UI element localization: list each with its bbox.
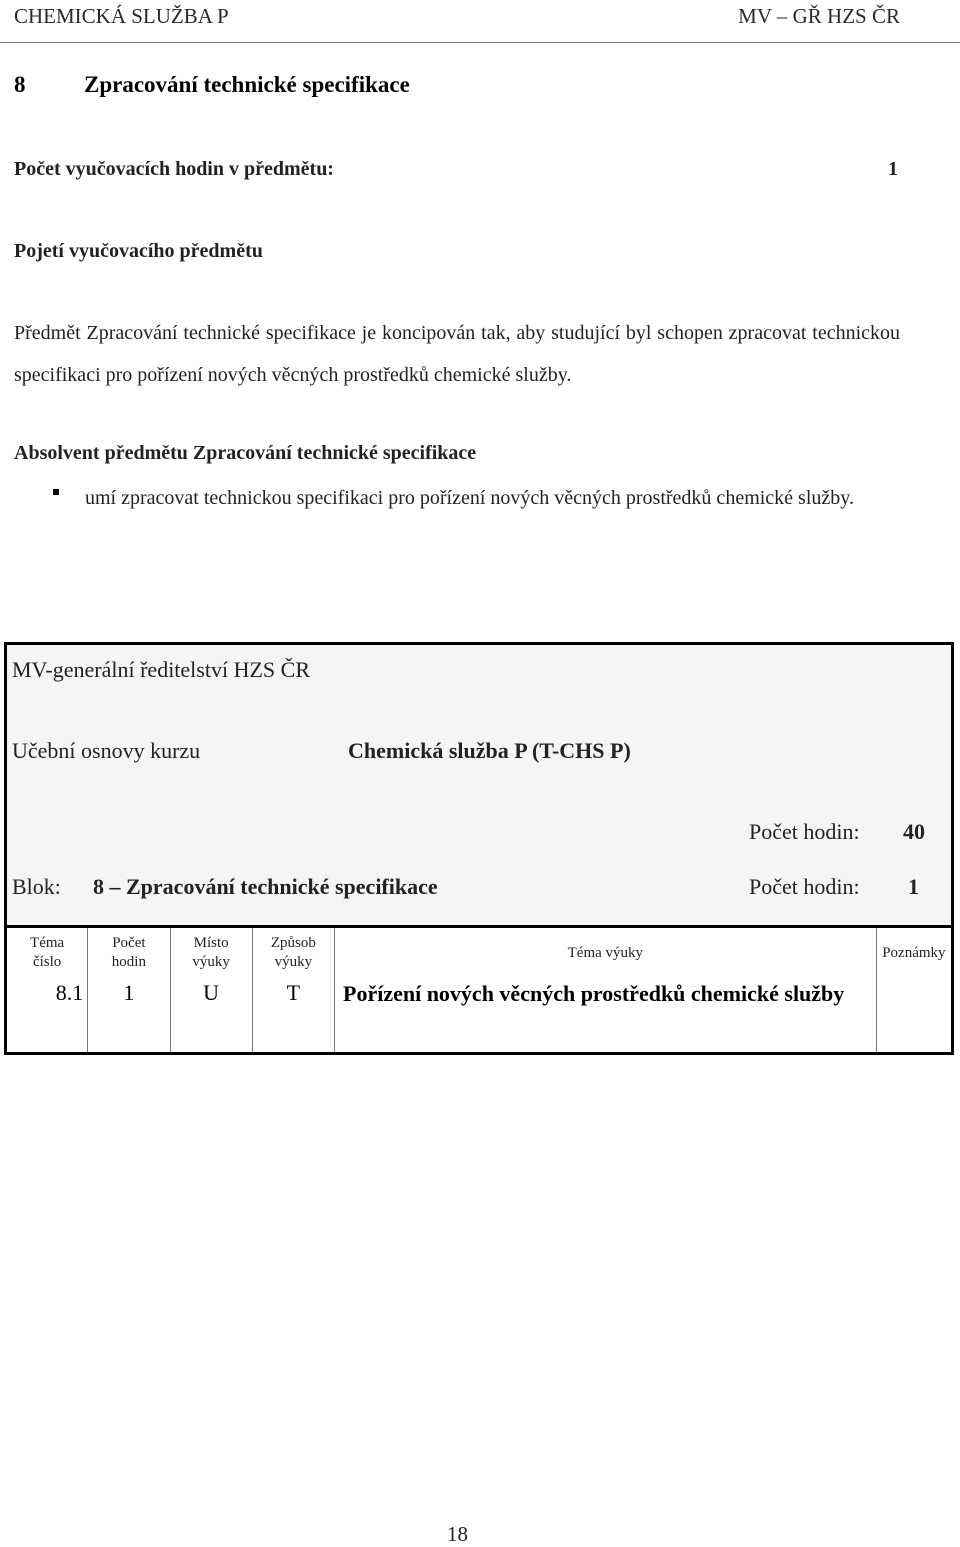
chapter-number: 8 [14, 72, 26, 97]
syllabus-header-row [6, 927, 953, 979]
col-header-notes: Poznámky [876, 927, 952, 979]
col-header-topic: Téma výuky [335, 927, 877, 979]
course-org: MV-generální ředitelství HZS ČR [12, 657, 310, 682]
col-header-method: Způsob výuky [252, 927, 334, 979]
bullet-marker [53, 489, 59, 495]
place-cell: U [170, 978, 252, 1054]
header-rule [0, 42, 960, 43]
block-label: Blok: [12, 874, 61, 899]
course-name: Chemická služba P (T-CHS P) [348, 738, 631, 763]
total-hours-label: Počet hodin: [749, 819, 860, 844]
total-hours-value: 40 [903, 819, 925, 844]
page-number: 18 [447, 1522, 468, 1546]
block-hours-value: 1 [908, 874, 919, 899]
topic-cell: Pořízení nových věcných prostředků chemické služby [335, 978, 877, 1054]
graduate-heading: Absolvent předmětu Zpracování technické specifikace [14, 442, 477, 464]
concept-heading: Pojetí vyučovacího předmětu [14, 240, 263, 262]
notes-cell [876, 978, 952, 1054]
topic-number-cell: 8.1 [6, 978, 88, 1054]
graduate-bullet: umí zpracovat technickou specifikaci pro pořízení nových věcných prostředků chemické služby. [85, 487, 854, 509]
table-row [6, 978, 953, 1054]
hours-cell: 1 [88, 978, 170, 1054]
col-header-topic-number: Téma číslo [6, 927, 88, 979]
col-header-hours: Počet hodin [88, 927, 170, 979]
hours-value: 1 [888, 158, 898, 180]
syllabus-table [4, 925, 954, 1055]
running-header-right: MV – GŘ HZS ČR [738, 4, 900, 28]
curriculum-label: Učební osnovy kurzu [12, 738, 201, 763]
block-title: 8 – Zpracování technické specifikace [93, 874, 438, 899]
col-header-place: Místo výuky [170, 927, 252, 979]
block-hours-label: Počet hodin: [749, 874, 860, 899]
hours-label: Počet vyučovacích hodin v předmětu: [14, 158, 334, 180]
concept-paragraph: Předmět Zpracování technické specifikace je koncipován tak, aby studující byl schopen zpracovat technickou specifikaci pro pořízení nových věcných prostředků chemické služby. [14, 322, 900, 386]
method-cell: T [252, 978, 334, 1054]
chapter-heading [14, 72, 410, 98]
running-header-left: CHEMICKÁ SLUŽBA P [14, 4, 229, 28]
chapter-title: Zpracování technické specifikace [84, 72, 410, 97]
